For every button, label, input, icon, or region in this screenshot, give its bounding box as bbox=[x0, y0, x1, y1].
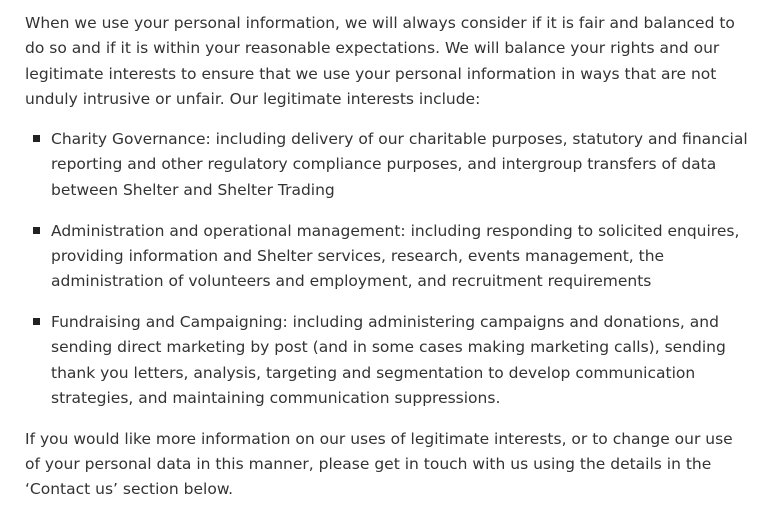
list-item bbox=[25, 310, 750, 411]
list-item bbox=[25, 219, 750, 295]
list-item-text: Fundraising and Campaigning: including administering campaigns and donations, and sending direct marketing by post (and in some cases making marketing calls), sending thank you letters, analysis, targeting and segmentation to develop communication strategies, and maintaining communication suppressions. bbox=[51, 312, 726, 407]
legitimate-interests-list bbox=[25, 127, 750, 411]
square-bullet-icon bbox=[33, 318, 40, 325]
square-bullet-icon bbox=[33, 135, 40, 142]
list-item bbox=[25, 127, 750, 203]
square-bullet-icon bbox=[33, 227, 40, 234]
list-item-text: Administration and operational management: including responding to solicited enquires, providing information and Shelter services, research, events management, the administration of volunteers and employment, and recruitment requirements bbox=[51, 221, 740, 291]
outro-paragraph: If you would like more information on our uses of legitimate interests, or to change our use of your personal data in this manner, please get in touch with us using the details in the ‘Contact us’ section below. bbox=[25, 429, 733, 499]
privacy-section bbox=[25, 11, 750, 503]
intro-paragraph: When we use your personal information, we will always consider if it is fair and balanced to do so and if it is within your reasonable expectations. We will balance your rights and our legitimate interests to ensure that we use your personal information in ways that are not unduly intrusive or unfair. Our legitimate interests include: bbox=[25, 14, 735, 108]
list-item-text: Charity Governance: including delivery of our charitable purposes, statutory and financial reporting and other regulatory compliance purposes, and intergroup transfers of data between Shelter and Shelter Trading bbox=[51, 130, 748, 199]
